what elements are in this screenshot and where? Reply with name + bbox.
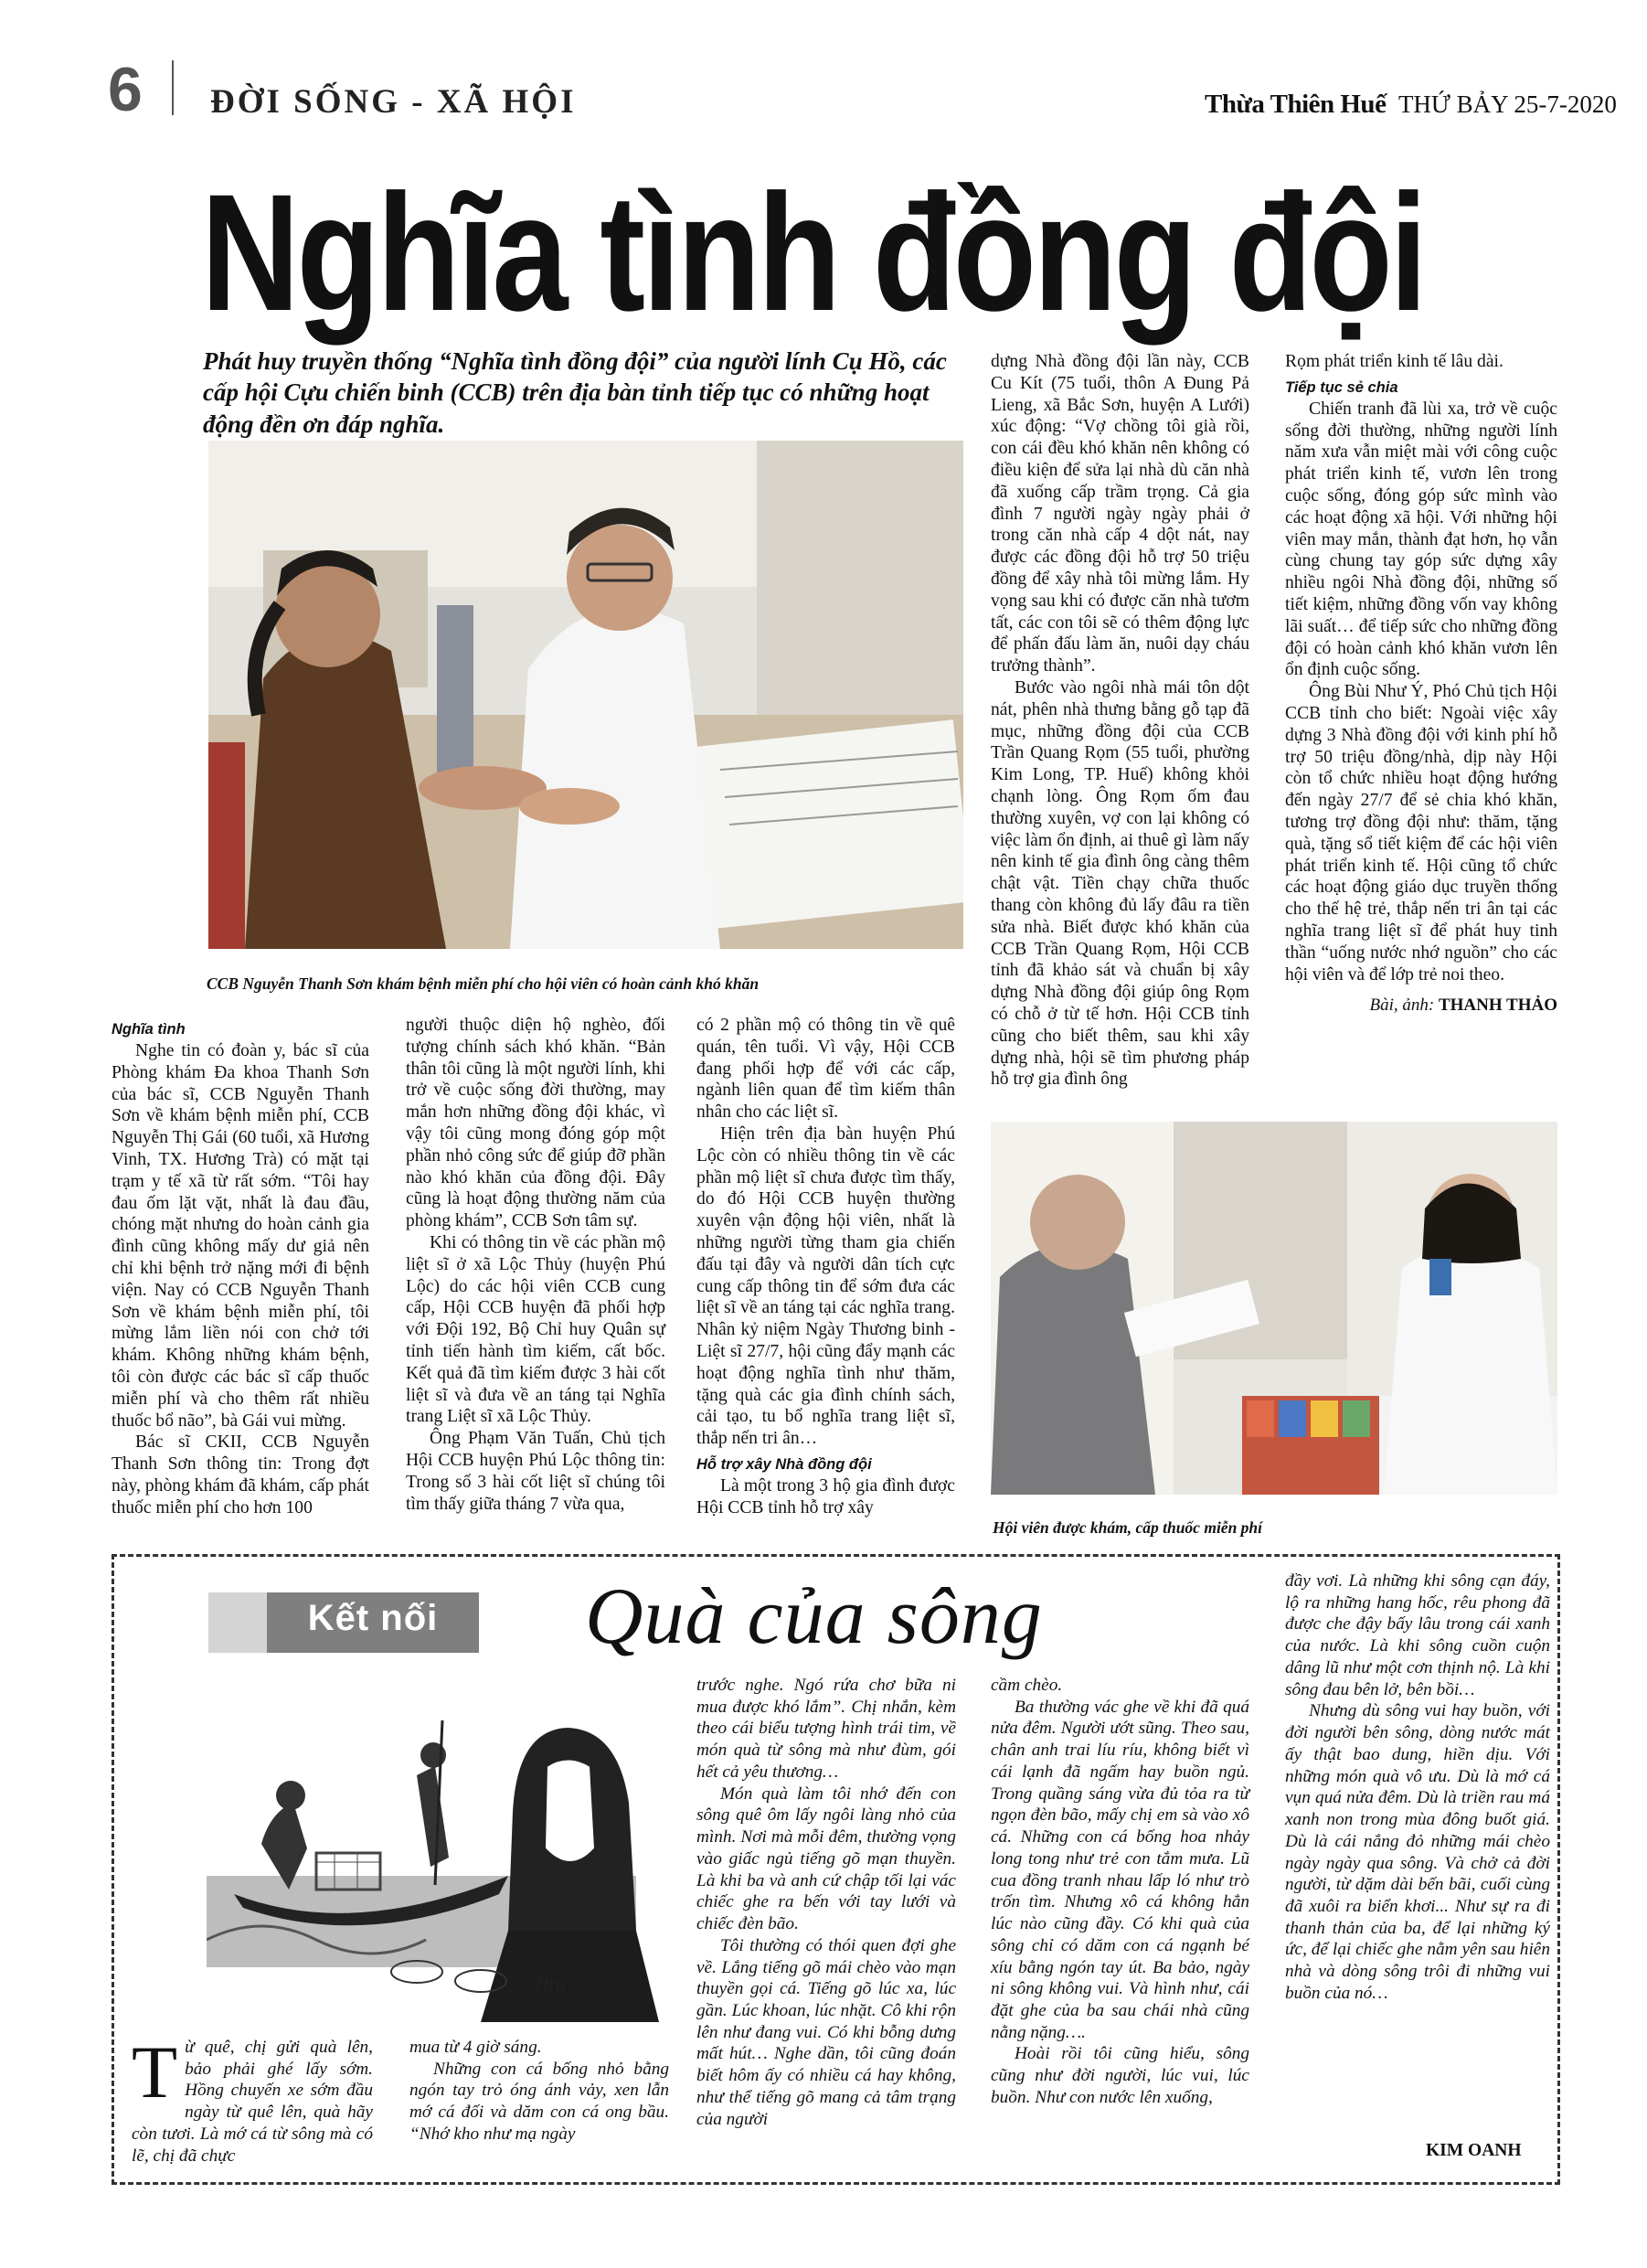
page-number: 6 [108, 55, 143, 124]
box-signature: KIM OANH [1426, 2141, 1522, 2160]
paragraph: ừ quê, chị gửi quà lên, bảo phải ghé lấy sớm. Hồng chuyến xe sớm đầu ngày từ quê lên, quà hãy còn tươi. Là mớ cá từ sông mà có lẽ, chị đã chực [132, 2038, 373, 2166]
paragraph: Bước vào ngôi nhà mái tôn dột nát, phên nhà thưng bằng gỗ tạp đã mục, những đồng đội của CCB Trần Quang Rọm (55 tuổi, phường Kim Long, TP. Huế) không khỏi chạnh lòng. Ông Rọm ốm đau thường xuyên, vợ con lại không có việc làm ổn định, ai thuê gì làm nấy nên kinh tế gia đình ông càng thêm chật vật. Tiền chạy chữa thuốc thang còn không đủ lấy đâu ra tiền sửa nhà. Biết được khó khăn của CCB Trần Quang Rọm, Hội CCB tỉnh đã khảo sát và chuẩn bị xây dựng Nhà đồng đội giúp ông Rọm có chỗ ở từ tế hơn. Hội CCB tỉnh cũng cho biết thêm, sau khi xây dựng nhà, hội sẽ tìm phương pháp hỗ trợ gia đình ông [991, 677, 1249, 1090]
issue-date: THỨ BẢY 25-7-2020 [1397, 91, 1617, 118]
paragraph: Bác sĩ CKII, CCB Nguyễn Thanh Sơn thông tin: Trong đợt này, phòng khám đã khám, cấp phát thuốc miễn phí cho hơn 100 [112, 1432, 369, 1517]
article-column-2 [406, 1015, 665, 1515]
article-lead: Phát huy truyền thống “Nghĩa tình đồng đội” của người lính Cụ Hồ, các cấp hội Cựu chiến binh (CCB) trên địa bàn tỉnh tiếp tục có những hoạt động đền ơn đáp nghĩa. [203, 347, 947, 438]
masthead [1205, 90, 1617, 120]
subhead-ho-tro-xay-nha: Hỗ trợ xây Nhà đồng đội [696, 1455, 872, 1473]
photo1-caption: CCB Nguyễn Thanh Sơn khám bệnh miễn phí cho hội viên có hoàn cảnh khó khăn [207, 974, 760, 993]
paragraph: mua từ 4 giờ sáng. [409, 2038, 542, 2057]
box-column-1 [132, 2030, 373, 2167]
article-headline: Nghĩa tình đồng đội [201, 159, 1425, 346]
paragraph: trước nghe. Ngó rứa chơ bữa ni mua được khó lắm”. Chị nhắn, kèm theo cái biểu tượng hình trái tim, về món quà từ sông mà như đùm, gói hết cả yêu thương… [696, 1676, 956, 1782]
paragraph: Khi có thông tin về các phần mộ liệt sĩ ở xã Lộc Thủy (huyện Phú Lộc) do các hội viên CCB cung cấp, Hội CCB huyện đã phối hợp với Đội 192, Bộ Chỉ huy Quân sự tỉnh tiến hành tìm kiếm, cất bốc. Kết quả đã tìm kiếm được 3 hài cốt liệt sĩ và đưa về an táng tại Nghĩa trang Liệt sĩ xã Lộc Thủy. [406, 1232, 665, 1427]
article-column-5 [1285, 351, 1557, 1016]
clinic-photo [208, 441, 963, 949]
paragraph: Món quà làm tôi nhớ đến con sông quê ôm lấy ngôi làng nhỏ của mình. Nơi mà mỗi đêm, thường vọng vào giấc ngủ tiếng gõ mạn thuyền. Là khi ba và anh cứ chập tối lại vác chiếc ghe ra bến với tay lưới và chiếc đèn bão. [696, 1784, 956, 1934]
article-column-4 [991, 351, 1249, 1091]
author-name: THANH THẢO [1438, 996, 1557, 1016]
paragraph: Nghe tin có đoàn y, bác sĩ của Phòng khám Đa khoa Thanh Sơn của bác sĩ, CCB Nguyễn Thanh Sơn về khám bệnh miễn phí, CCB Nguyễn Thị Gái (60 tuổi, xã Hương Vinh, TX. Hương Trà) có mặt tại trạm y tế xã từ rất sớm. “Tôi hay đau ốm lặt vặt, nhất là đau đầu, chóng mặt nhưng do hoàn cảnh gia đình cũng không mấy dư giả nên chỉ khi bệnh trở nặng mới đi bệnh viện. Nay có CCB Nguyễn Thanh Sơn về khám bệnh miễn phí, tôi mừng lắm liền nói con chở tới khám. Không những khám bệnh, tôi còn được các bác sĩ cấp thuốc miễn phí và cho thêm rất nhiều thuốc bổ não”, bà Gái vui mừng. [112, 1041, 369, 1431]
box-title: Quà của sông [585, 1572, 1043, 1661]
photo2-caption: Hội viên được khám, cấp thuốc miễn phí [993, 1518, 1263, 1537]
subhead-nghia-tinh: Nghĩa tình [112, 1021, 186, 1038]
paragraph: Ông Phạm Văn Tuấn, Chủ tịch Hội CCB huyện Phú Lộc thông tin: Trong số 3 hài cốt liệt sĩ chúng tôi tìm thấy giữa tháng 7 vừa qua, [406, 1429, 665, 1514]
paragraph: Ba thường vác ghe về khi đã quá nửa đêm. Người ướt sũng. Theo sau, chân anh trai líu ríu, không biết vì cái lạnh đã ngấm hay buồn ngủ. Trong quầng sáng vừa đủ tỏa ra từ ngọn đèn bão, mấy chị em sà vào xô cá. Những con cá bống hoa nhảy long tong như trẻ con tắm mưa. Lũ cua đồng tranh nhau lấp ló như trò trốn tìm. Nhưng xô cá không hẳn lúc nào cũng đầy. Có khi quà của sông chỉ có dăm con cá ngạnh bé xíu bằng ngón tay út. Ba bảo, ngày ni sông không vui. Và hình như, cái đặt ghe của ba sau chái nhà cũng nằng nặng…. [991, 1697, 1249, 2042]
paragraph: Ông Bùi Như Ý, Phó Chủ tịch Hội CCB tỉnh cho biết: Ngoài việc xây dựng 3 Nhà đồng đội với kinh phí hỗ trợ 50 triệu đồng/nhà, dịp này Hội còn tổ chức nhiều hoạt động hướng đến ngày 27/7 để sẻ chia khó khăn, tương trợ đồng đội như: thăm, tặng quà, tặng sổ tiết kiệm để các hội viên phát triển kinh tế. Hội cũng tổ chức các hoạt động giáo dục truyền thống cho thế hệ trẻ, thắp nến tri ân tại các nghĩa trang liệt sĩ để phát huy tinh thần “uống nước nhớ nguồn” cho các hội viên và để lớp trẻ noi theo. [1285, 682, 1557, 985]
paragraph: Chiến tranh đã lùi xa, trở về cuộc sống đời thường, những người lính năm xưa vẫn miệt mài với công cuộc phát triển kinh tế, vươn lên trong cuộc sống, đóng góp sức mình vào các hoạt động xã hội. Với những hội viên may mắn, thành đạt hơn, họ vẫn cùng chung tay góp sức dựng xây nhiều ngôi Nhà đồng đội, những số tiết kiệm, những đồng vốn vay không lãi suất… để tiếp sức cho những đồng đội có hoàn cảnh khó khăn vươn lên ổn định cuộc sống. [1285, 399, 1557, 680]
paragraph: Hoài rồi tôi cũng hiểu, sông cũng như đời người, lúc vui, lúc buồn. Như con nước lên xuống, [991, 2044, 1249, 2107]
paragraph: người thuộc diện hộ nghèo, đối tượng chính sách khó khăn. “Bản thân tôi cũng là một người lính, khi trở về cuộc sống đời thường, may mắn hơn những đồng đội khác, vì vậy tôi cũng mong đóng góp một phần nhỏ công sức để giúp đỡ phần nào khó khăn của đồng đội. Đây cũng là hoạt động thường năm của phòng khám”, CCB Sơn tâm sự. [406, 1016, 665, 1231]
paragraph: Nhưng dù sông vui hay buồn, với đời người bên sông, dòng nước mát ấy thật bao dung, hiền dịu. Với những món quà vô ưu. Dù là mớ cá vụn quá nửa đêm. Dù là triền rau má xanh non trong mùa đông buốt giá. Dù là cái nắng đỏ những mái chèo ngày ngày qua sông. Và chở cả đời người, từ dặm dài bến bãi, cuối cùng đã xuôi ra biển khơi... Như sự ra đi thanh thản của ba, để lại những ký ức, để lại chiếc ghe nằm yên sau hiên nhà và dòng sông trôi đi những vui buồn của nó… [1285, 1701, 1550, 2003]
paragraph: có 2 phần mộ có thông tin về quê quán, tên tuổi. Vì vậy, Hội CCB đang phối hợp để với các cấp, ngành liên quan để tìm kiếm thân nhân cho các liệt sĩ. [696, 1016, 955, 1123]
paragraph: dựng Nhà đồng đội lần này, CCB Cu Kít (75 tuổi, thôn A Đung Pả Lieng, xã Bắc Sơn, huyện A Lưới) xúc động: “Vợ chồng tôi già rồi, con cái đều khó khăn nên không có điều kiện để sửa lại nhà dù căn nhà đã xuống cấp trầm trọng. Cả gia đình 7 người ngày ngày phải ở trong căn nhà cấp 4 dột nát, nay được các đồng đội hỗ trợ 50 triệu đồng để xây nhà tôi mừng lắm. Hy vọng sau khi có được căn nhà tươm tất, các con tôi sẽ có thêm động lực để phấn đấu làm ăn, nuôi dạy cháu trưởng thành”. [991, 352, 1249, 676]
article-column-1 [112, 1015, 369, 1519]
section-name: ĐỜI SỐNG - XÃ HỘI [210, 83, 577, 121]
river-illustration [207, 1666, 664, 2022]
box-column-5 [1285, 1571, 1550, 2005]
article-byline: Bài, ảnh: THANH THẢO [1369, 996, 1557, 1016]
paper-name: Thừa Thiên Huế [1205, 90, 1387, 119]
medicine-photo [991, 1122, 1557, 1495]
paragraph: đầy vơi. Là những khi sông cạn đáy, lộ ra những hang hốc, rêu phong đã được che đậy bấy lâu trong cái xanh của nước. Là khi sông cuồn cuộn dâng lũ như một cơn thịnh nộ. Là khi sông đau bên lở, bên bồi… [1285, 1571, 1550, 1699]
subhead-tiep-tuc-se-chia: Tiếp tục sẻ chia [1285, 378, 1398, 396]
illustration-signature: thu [536, 1973, 567, 1995]
box-column-3 [696, 1675, 956, 2130]
paragraph: Hiện trên địa bàn huyện Phú Lộc còn có nhiều thông tin về các phần mộ liệt sĩ chưa được tìm thấy, do đó Hội CCB huyện thường xuyên vận động hội viên, nhất là những người từng tham gia chiến đấu tại đây và người dân tích cực cung cấp thông tin để sớm đưa các liệt sĩ về an táng tại các nghĩa trang. Nhân kỷ niệm Ngày Thương binh - Liệt sĩ 27/7, hội cũng đẩy mạnh các hoạt động nghĩa tình như thăm, tặng quà các gia đình chính sách, cải tạo, tu bổ nghĩa trang liệt sĩ, thắp nến tri ân… [696, 1123, 955, 1449]
paragraph: Những con cá bống nhỏ bằng ngón tay trỏ óng ánh vảy, xen lẫn mớ cá đối và dăm con cá ong bầu. “Nhớ kho như mạ ngày [409, 2059, 669, 2144]
paragraph: Là một trong 3 hộ gia đình được Hội CCB tỉnh hỗ trợ xây [696, 1475, 955, 1517]
article-column-3 [696, 1015, 955, 1519]
box-column-4 [991, 1675, 1249, 2109]
tag-ket-noi: Kết nối [307, 1598, 439, 1638]
header-divider [172, 60, 174, 115]
paragraph: cầm chèo. [991, 1676, 1063, 1695]
paragraph: Tôi thường có thói quen đợi ghe về. Lắng tiếng gõ mái chèo vào mạn thuyền gọi cá. Tiếng gõ lúc xa, lúc gần. Lúc khoan, lúc nhặt. Cô khi rộn lên như đang vui. Có khi bỗng dưng mất hút… Nghe dần, tôi cũng đoán biết hôm ấy có nhiều cá hay không, như thể tiếng gõ mang cả tâm trạng của người [696, 1935, 956, 2129]
box-column-2 [409, 2037, 669, 2146]
dropcap: T [132, 2030, 178, 2114]
paragraph: Rọm phát triển kinh tế lâu dài. [1285, 352, 1504, 371]
